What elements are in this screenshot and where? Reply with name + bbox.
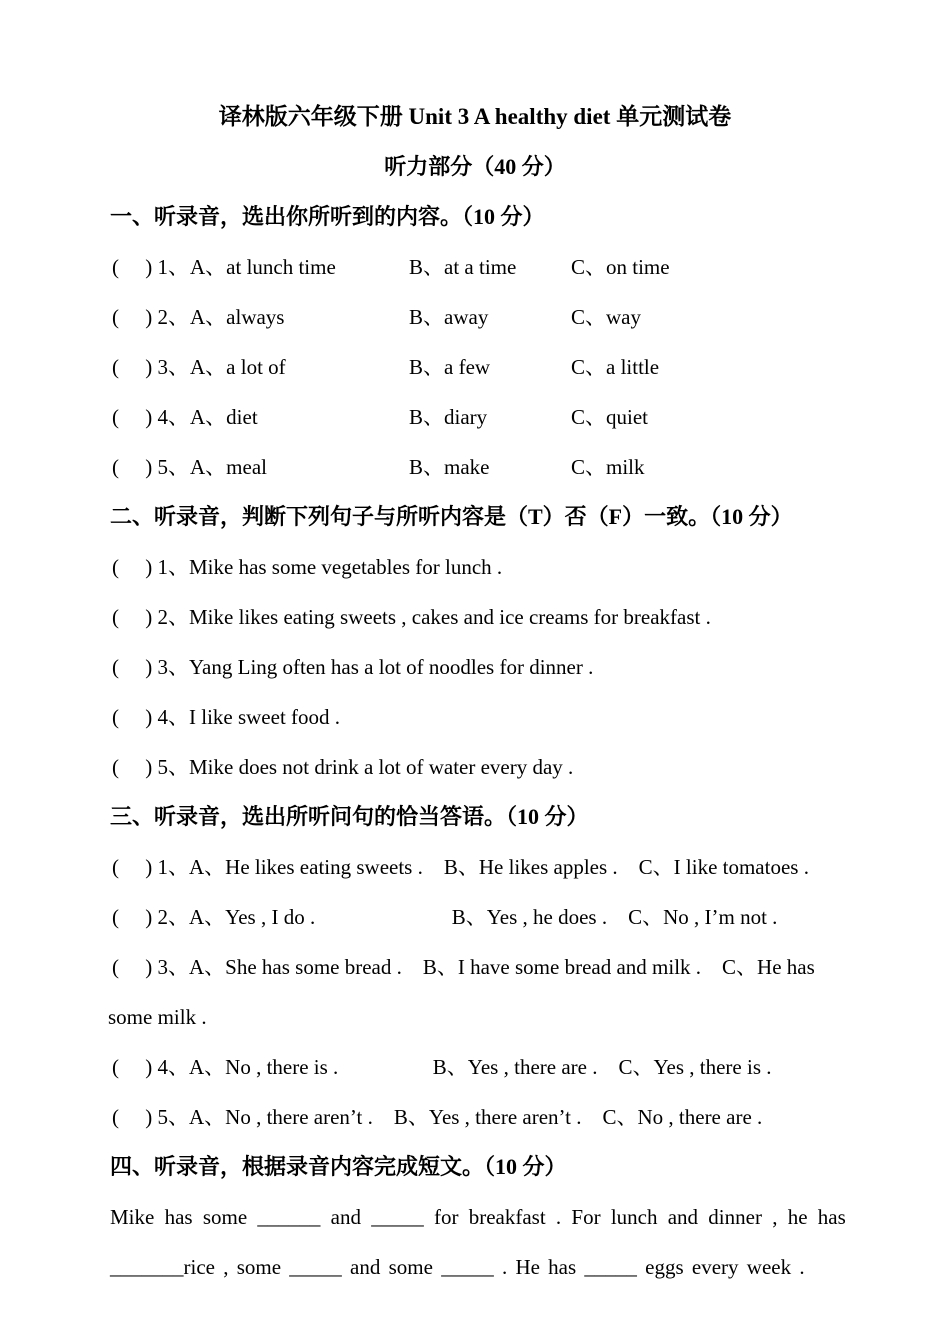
cloze-passage-line-1: Mike has some ______ and _____ for breakfast . For lunch and dinner , he has bbox=[110, 1205, 846, 1229]
section-1-item-5 bbox=[110, 442, 930, 492]
answer-parens: ( ) 3、 bbox=[112, 355, 189, 379]
option-a: A、diet bbox=[190, 405, 258, 429]
option-a: A、a lot of bbox=[190, 355, 286, 379]
answer-parens: ( ) 2、 bbox=[112, 305, 189, 329]
section-3-item-3-continued: some milk . bbox=[108, 1005, 207, 1029]
section-3-item-3: ( ) 3、A、She has some bread . B、I have some bread and milk . C、He has bbox=[112, 955, 815, 979]
section-1-item-4 bbox=[110, 392, 930, 442]
section-3-item-4: ( ) 4、A、No , there is . B、Yes , there are . C、Yes , there is . bbox=[112, 1055, 772, 1079]
option-b: B、away bbox=[409, 305, 489, 329]
option-c: C、milk bbox=[571, 455, 645, 479]
section-3-item-1: ( ) 1、A、He likes eating sweets . B、He likes apples . C、I like tomatoes . bbox=[112, 855, 809, 879]
section-2-heading: 二、听录音，判断下列句子与所听内容是（T）否（F）一致。（10 分） bbox=[110, 504, 793, 529]
paper-title: 译林版六年级下册 Unit 3 A healthy diet 单元测试卷 bbox=[218, 104, 732, 129]
section-3-heading: 三、听录音，选出所听问句的恰当答语。（10 分） bbox=[110, 804, 589, 829]
cloze-passage-line-2: _______rice , some _____ and some _____ . He has _____ eggs every week . bbox=[110, 1255, 805, 1279]
section-2-item-2: ( ) 2、Mike likes eating sweets , cakes and ice creams for breakfast . bbox=[112, 605, 711, 629]
answer-parens: ( ) 1、 bbox=[112, 255, 189, 279]
option-a: A、at lunch time bbox=[190, 255, 336, 279]
answer-parens: ( ) 5、 bbox=[112, 455, 189, 479]
option-a: A、meal bbox=[190, 455, 267, 479]
section-4-heading: 四、听录音，根据录音内容完成短文。（10 分） bbox=[110, 1154, 567, 1179]
section-1-item-2 bbox=[110, 292, 930, 342]
section-2-item-1: ( ) 1、Mike has some vegetables for lunch . bbox=[112, 555, 503, 579]
option-c: C、a little bbox=[571, 355, 660, 379]
option-a: A、always bbox=[190, 305, 285, 329]
section-1-heading: 一、听录音，选出你所听到的内容。（10 分） bbox=[110, 204, 545, 229]
option-b: B、make bbox=[409, 455, 490, 479]
option-b: B、diary bbox=[409, 405, 488, 429]
option-b: B、at a time bbox=[409, 255, 517, 279]
section-2-item-5: ( ) 5、Mike does not drink a lot of water every day . bbox=[112, 755, 574, 779]
section-2-item-4: ( ) 4、I like sweet food . bbox=[112, 705, 341, 729]
option-b: B、a few bbox=[409, 355, 491, 379]
option-c: C、on time bbox=[571, 255, 670, 279]
option-c: C、way bbox=[571, 305, 641, 329]
section-3-item-2: ( ) 2、A、Yes , I do . B、Yes , he does . C、No , I’m not . bbox=[112, 905, 778, 929]
section-1-item-3 bbox=[110, 342, 930, 392]
listening-part-title: 听力部分（40 分） bbox=[384, 154, 566, 179]
section-3-item-5: ( ) 5、A、No , there aren’t . B、Yes , there aren’t . C、No , there are . bbox=[112, 1105, 763, 1129]
section-2-item-3: ( ) 3、Yang Ling often has a lot of noodles for dinner . bbox=[112, 655, 594, 679]
section-1-item-1 bbox=[110, 242, 930, 292]
option-c: C、quiet bbox=[571, 405, 648, 429]
answer-parens: ( ) 4、 bbox=[112, 405, 189, 429]
